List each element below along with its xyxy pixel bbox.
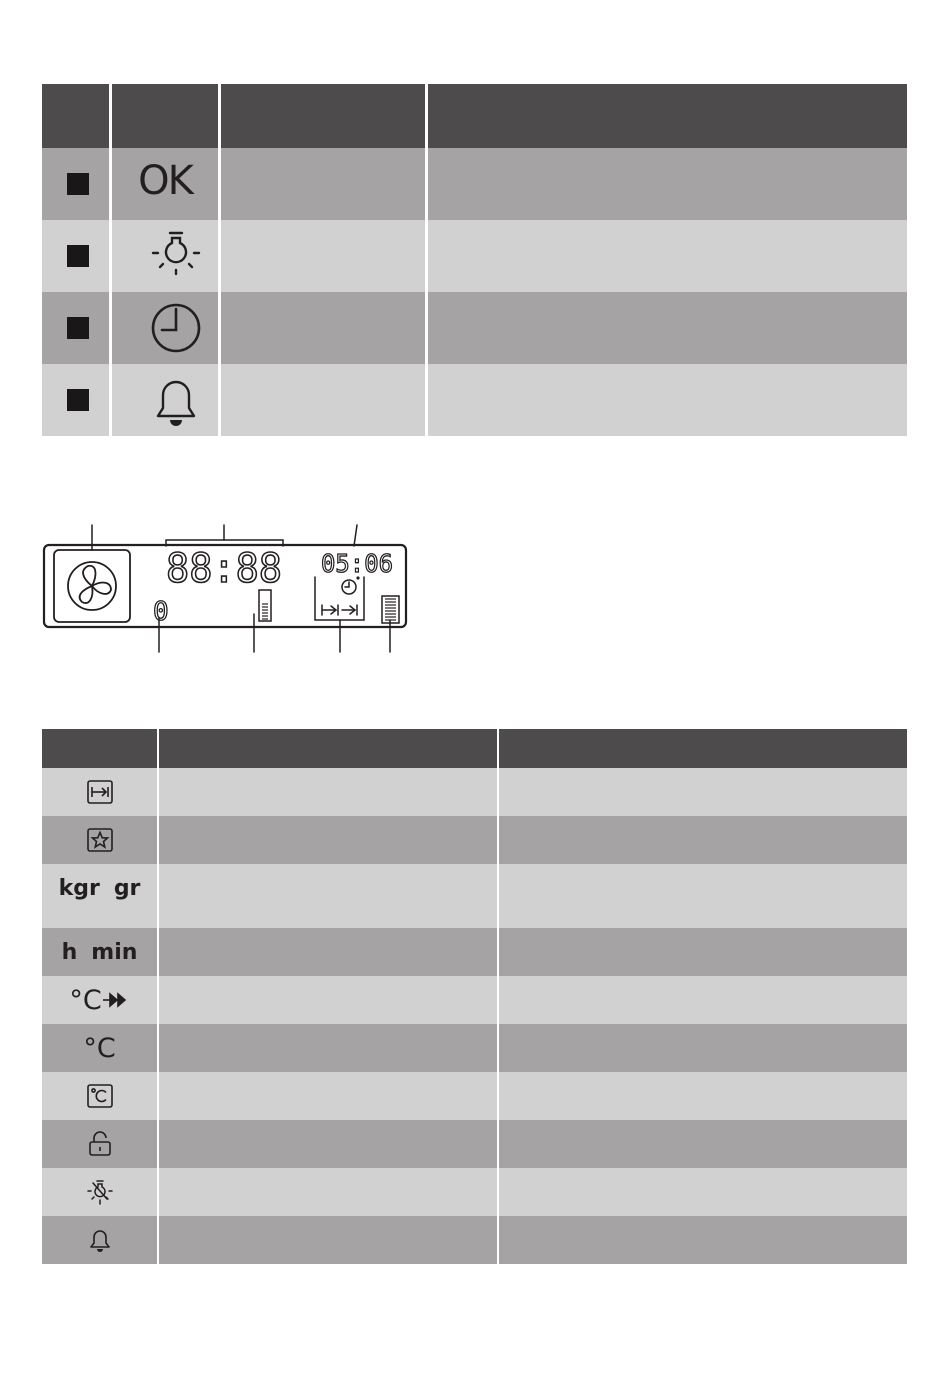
- header-cell: [221, 84, 428, 148]
- marker-cell: [42, 364, 112, 436]
- header-cell: [159, 729, 499, 768]
- controls-table: [42, 84, 907, 436]
- icon-cell: [112, 292, 221, 364]
- double-arrow-icon: [102, 991, 130, 1009]
- function-cell: [221, 220, 428, 292]
- marker-cell: [42, 292, 112, 364]
- unit-min: min: [91, 939, 138, 965]
- header-cell: [42, 84, 112, 148]
- table-row: [42, 1216, 907, 1264]
- table-row: [42, 864, 907, 928]
- function-cell: [159, 928, 499, 976]
- table-row: [42, 220, 907, 292]
- description-cell: [499, 768, 907, 816]
- header-cell: [112, 84, 221, 148]
- table-row: [42, 292, 907, 364]
- ok-button-icon: OK: [138, 158, 192, 204]
- icon-cell: [42, 864, 159, 928]
- function-cell: [159, 816, 499, 864]
- icon-cell: [42, 768, 159, 816]
- description-cell: [499, 816, 907, 864]
- icon-cell: [112, 364, 221, 436]
- header-cell: [499, 729, 907, 768]
- controls-table-header: [42, 84, 907, 148]
- icon-cell: [42, 1168, 159, 1216]
- time-units-icon: [62, 940, 138, 965]
- fast-heatup-icon: [69, 985, 101, 1016]
- bell-icon: [148, 372, 204, 428]
- temperature-icon: [83, 1033, 115, 1064]
- icon-cell: [42, 1072, 159, 1120]
- description-cell: [428, 148, 907, 220]
- table-row: [42, 976, 907, 1024]
- header-cell: [428, 84, 907, 148]
- icon-cell: [42, 1024, 159, 1072]
- lamp-off-icon: [86, 1178, 114, 1206]
- weight-units-icon: [59, 876, 141, 901]
- icon-cell: [112, 220, 221, 292]
- unit-gr: gr: [113, 875, 141, 901]
- table-row: [42, 1024, 907, 1072]
- description-cell: [499, 1216, 907, 1264]
- description-cell: [499, 928, 907, 976]
- icon-cell: [112, 148, 221, 220]
- indicators-table-header: [42, 729, 907, 768]
- degree-label: °C: [69, 984, 102, 1016]
- icon-cell: [42, 816, 159, 864]
- table-row: [42, 768, 907, 816]
- description-cell: [499, 1168, 907, 1216]
- function-cell: [159, 1216, 499, 1264]
- bell-icon: [88, 1227, 112, 1253]
- description-cell: [499, 864, 907, 928]
- table-row: [42, 928, 907, 976]
- table-row: [42, 148, 907, 220]
- function-cell: [159, 976, 499, 1024]
- lock-icon: [87, 1131, 113, 1157]
- time-digits: 05:06: [321, 549, 393, 578]
- description-cell: [428, 220, 907, 292]
- small-digit: 0: [153, 597, 169, 627]
- star-icon: [87, 828, 113, 852]
- header-cell: [42, 729, 159, 768]
- description-cell: [499, 1024, 907, 1072]
- main-digits: 88:88: [166, 546, 282, 592]
- core-temp-icon: [87, 1084, 113, 1108]
- indicators-table: [42, 729, 907, 1264]
- function-cell: [159, 1120, 499, 1168]
- table-row: [42, 364, 907, 436]
- table-row: [42, 1168, 907, 1216]
- unit-h: h: [61, 939, 78, 965]
- marker-cell: [42, 148, 112, 220]
- table-row: [42, 1072, 907, 1120]
- function-cell: [221, 364, 428, 436]
- lamp-icon: [148, 228, 204, 284]
- function-cell: [159, 1024, 499, 1072]
- square-marker-icon: [67, 245, 89, 267]
- function-cell: [159, 768, 499, 816]
- clock-icon: [148, 300, 204, 356]
- description-cell: [428, 364, 907, 436]
- table-row: [42, 816, 907, 864]
- display-panel: [42, 520, 412, 655]
- function-cell: [221, 148, 428, 220]
- display-diagram: [42, 520, 412, 660]
- description-cell: [499, 976, 907, 1024]
- icon-cell: [42, 1216, 159, 1264]
- function-cell: [159, 1072, 499, 1120]
- table-row: [42, 1120, 907, 1168]
- square-marker-icon: [67, 317, 89, 339]
- function-cell: [159, 864, 499, 928]
- end-time-icon: [87, 780, 113, 804]
- degree-label: °C: [83, 1032, 116, 1064]
- description-cell: [499, 1120, 907, 1168]
- square-marker-icon: [67, 173, 89, 195]
- icon-cell: [42, 1120, 159, 1168]
- unit-kgr: kgr: [58, 875, 100, 901]
- icon-cell: [42, 976, 159, 1024]
- function-cell: [221, 292, 428, 364]
- description-cell: [428, 292, 907, 364]
- square-marker-icon: [67, 389, 89, 411]
- icon-cell: [42, 928, 159, 976]
- description-cell: [499, 1072, 907, 1120]
- function-cell: [159, 1168, 499, 1216]
- marker-cell: [42, 220, 112, 292]
